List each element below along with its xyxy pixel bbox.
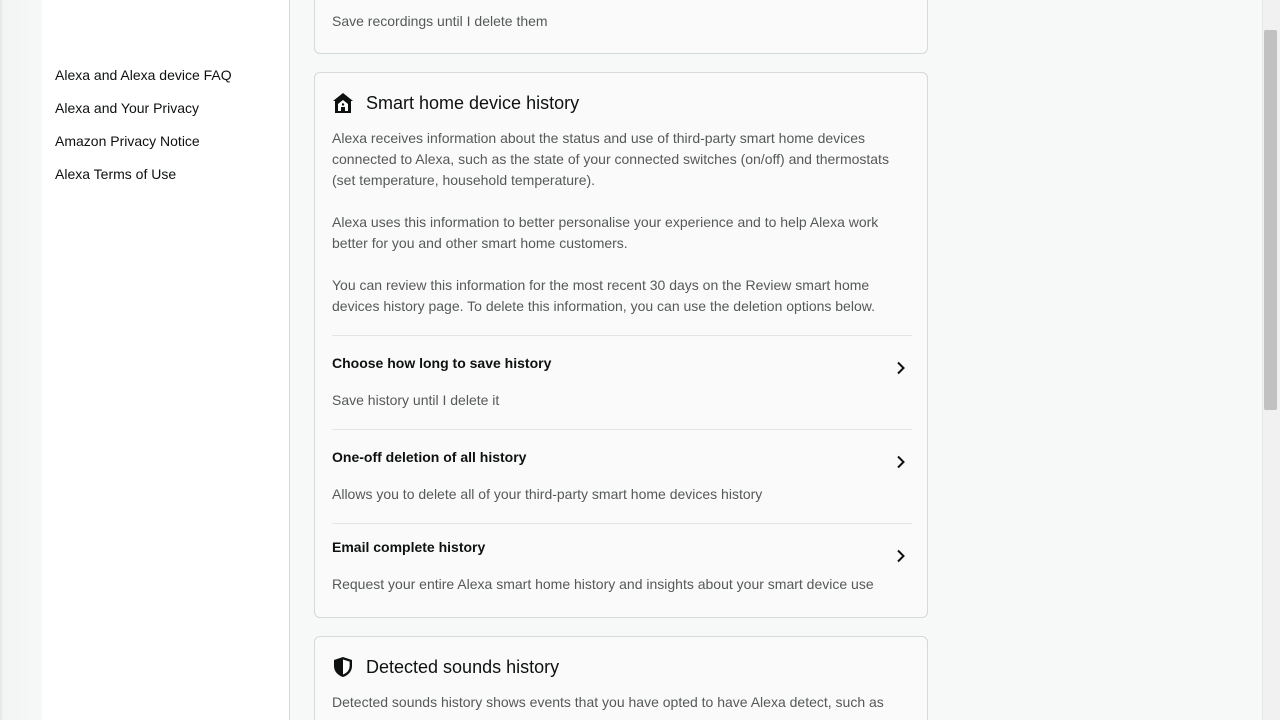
left-gutter <box>0 0 42 720</box>
smart-home-description-1: Alexa receives information about the status and use of third-party smart home devices connected to Alexa, such as the state of your connected switches (on/off) and thermostats (set temperature, household temperature). <box>332 130 889 188</box>
option-title: Email complete history <box>332 539 486 555</box>
sidebar-link-faq[interactable]: Alexa and Alexa device FAQ <box>55 67 232 83</box>
option-subtitle: Save history until I delete it <box>332 392 500 408</box>
recordings-setting-value: Save recordings until I delete them <box>332 13 548 29</box>
detected-sounds-title: Detected sounds history <box>366 656 560 677</box>
option-title: One-off deletion of all history <box>332 449 527 465</box>
delete-all-history-option[interactable] <box>332 430 912 520</box>
chevron-right-icon <box>896 361 906 375</box>
scrollbar-thumb[interactable] <box>1264 30 1277 410</box>
smart-home-description-3: You can review this information for the most recent 30 days on the Review smart home devices history page. To delete this information, you can use the deletion options below. <box>332 277 875 314</box>
shield-icon <box>332 656 354 678</box>
smart-home-icon <box>332 92 354 114</box>
smart-home-description-2: Alexa uses this information to better personalise your experience and to help Alexa work better for you and other smart home customers. <box>332 214 879 251</box>
sidebar <box>42 0 290 720</box>
option-subtitle: Allows you to delete all of your third-party smart home devices history <box>332 486 763 502</box>
detected-sounds-card <box>314 636 928 720</box>
sidebar-link-terms[interactable]: Alexa Terms of Use <box>55 166 177 182</box>
main-content <box>290 0 1262 720</box>
option-title: Choose how long to save history <box>332 355 552 371</box>
sidebar-link-privacy[interactable]: Alexa and Your Privacy <box>55 100 199 116</box>
chevron-right-icon <box>896 455 906 469</box>
detected-sounds-header <box>332 655 559 679</box>
chevron-right-icon <box>896 549 906 563</box>
voice-recordings-card[interactable] <box>314 0 928 54</box>
choose-retention-option[interactable] <box>332 336 912 426</box>
smart-home-title: Smart home device history <box>366 92 580 113</box>
email-history-option[interactable] <box>332 524 912 614</box>
sidebar-link-privacy-notice[interactable]: Amazon Privacy Notice <box>55 133 200 149</box>
sidebar-links <box>55 66 232 198</box>
option-subtitle: Request your entire Alexa smart home history and insights about your smart device use <box>332 576 874 592</box>
detected-sounds-description: Detected sounds history shows events that you have opted to have Alexa detect, such as <box>332 694 884 710</box>
smart-home-history-card <box>314 72 928 618</box>
smart-home-header <box>332 91 579 115</box>
